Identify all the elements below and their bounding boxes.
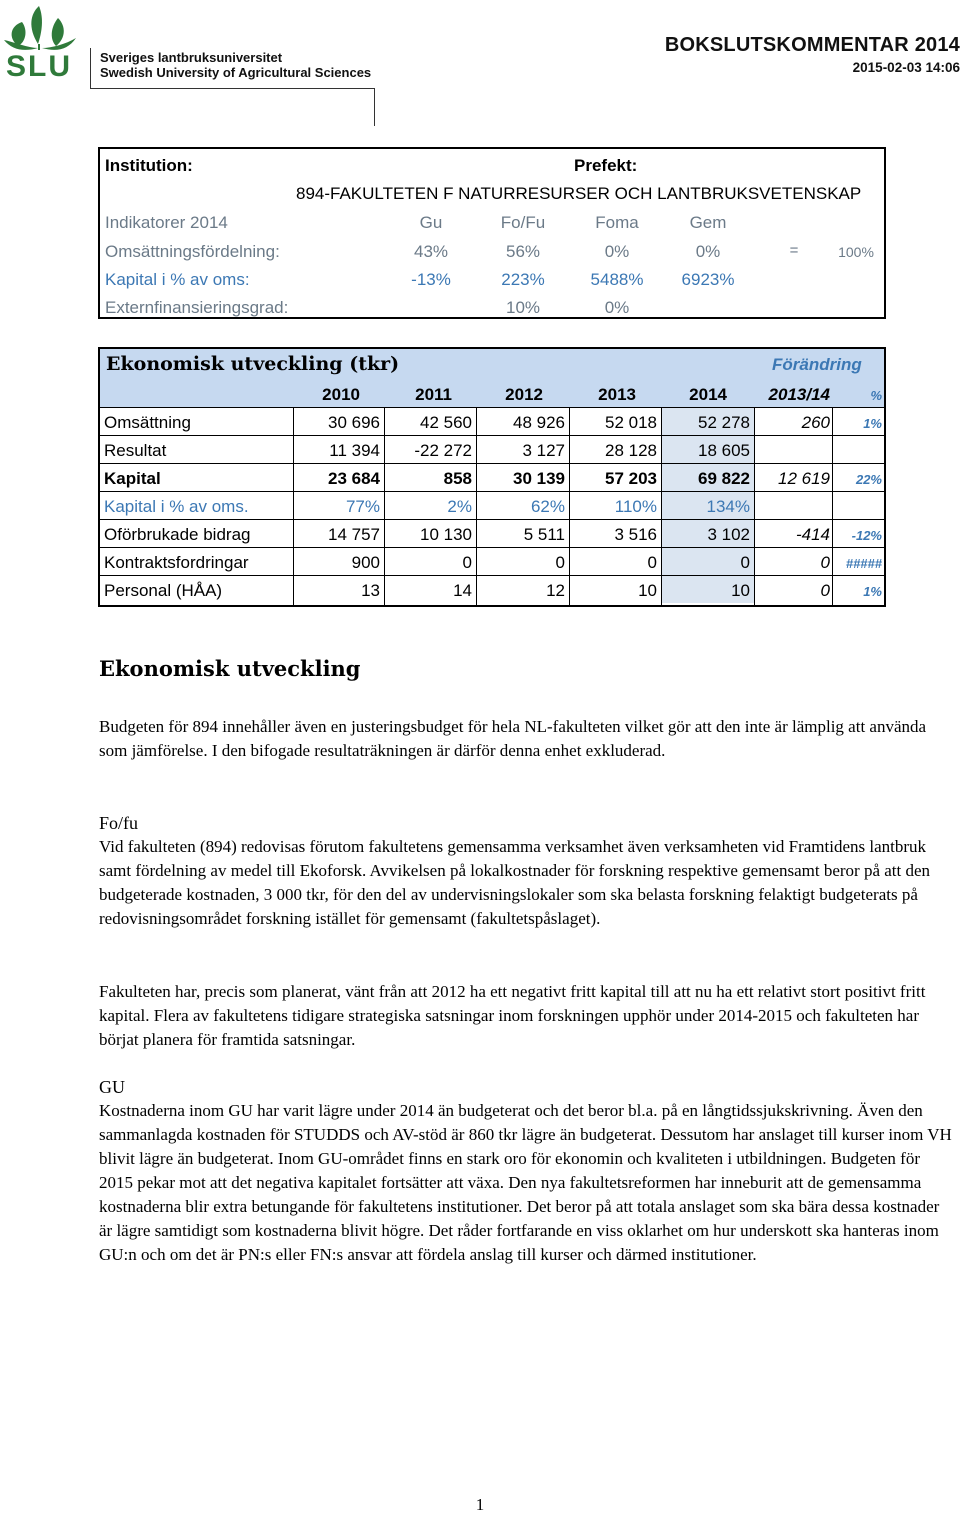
omsattning-gu: 43% (413, 242, 449, 261)
header-divider-2 (374, 88, 375, 126)
cell: 30 696 (328, 413, 380, 432)
section-title: Ekonomisk utveckling (99, 656, 361, 681)
cell: 14 (453, 581, 472, 600)
cell: 48 926 (513, 413, 565, 432)
cell: 10 (638, 581, 657, 600)
cell: 110% (614, 497, 657, 516)
indicators-label: Indikatorer 2014 (105, 213, 228, 232)
cell: 0 (462, 553, 472, 572)
paragraph-kapital: Fakulteten har, precis som planerat, vänt från att 2012 ha ett negativt fritt kapital till att nu ha ett relativt stort positivt fritt kapital. Flera av fakultetens tidigare strategiska satsningar inom forskningen upphör under 2014-2015 och fakulteten har börjat planera för framtida satsningar. (99, 982, 926, 1049)
equals-sign: = (789, 242, 799, 259)
year-2011: 2011 (415, 385, 452, 404)
cell: 57 203 (605, 469, 657, 488)
gu-section (99, 1075, 954, 1267)
row-label-resultat: Resultat (104, 441, 167, 460)
change-year: 2013/14 (768, 385, 830, 404)
cell: 10 130 (420, 525, 472, 544)
cell-diff: 0 (820, 553, 830, 572)
cell-pct: 22% (855, 472, 882, 487)
economic-table (98, 347, 886, 607)
cell-pct: ##### (845, 556, 882, 571)
fofu-section (99, 811, 954, 931)
paragraph-budget: Budgeten för 894 innehåller även en justeringsbudget för hela NL-fakulteten vilket gör att den inte är lämplig att använda som jämförelse. I den bifogade resultaträkningen är därför denna enhet exkluderad. (99, 717, 927, 760)
cell: 858 (443, 469, 472, 488)
kapital-fofu: 223% (501, 270, 545, 289)
cell-diff: 0 (820, 581, 830, 600)
cell: -22 272 (414, 441, 472, 460)
row-line-0 (100, 407, 884, 408)
cell: 3 516 (614, 525, 657, 544)
extern-fofu: 10% (505, 298, 541, 317)
year-2013: 2013 (598, 385, 636, 404)
row-label-personal: Personal (HÅA) (104, 581, 223, 600)
col-gu: Gu (419, 213, 443, 232)
cell: 30 139 (513, 469, 565, 488)
cell: 13 (361, 581, 380, 600)
col-foma: Foma (595, 213, 639, 232)
cell: 52 018 (605, 413, 657, 432)
cell: 0 (555, 553, 565, 572)
cell: 900 (351, 553, 380, 572)
row-line-6 (100, 575, 884, 576)
document-date: 2015-02-03 14:06 (852, 60, 960, 75)
fofu-title: Fo/fu (99, 813, 139, 833)
kapital-gu: -13% (411, 270, 451, 289)
cell: 28 128 (605, 441, 657, 460)
cell: 10 (731, 581, 750, 600)
row-label-kontrakt: Kontraktsfordringar (104, 553, 249, 572)
cell: 52 278 (698, 413, 750, 432)
cell-diff: -414 (795, 525, 830, 544)
cell-diff: 260 (801, 413, 830, 432)
cell-pct: 1% (863, 584, 882, 599)
logo-text: SLU (6, 50, 72, 83)
row-label-kapital: Kapital (104, 469, 161, 488)
kapital-foma: 5488% (590, 270, 644, 289)
row-line-4 (100, 519, 884, 520)
year-2010: 2010 (322, 385, 360, 404)
kapital-gem: 6923% (681, 270, 735, 289)
col-gem: Gem (689, 213, 727, 232)
cell: 69 822 (698, 469, 750, 488)
cell: 62% (530, 497, 565, 516)
document-title: BOKSLUTSKOMMENTAR 2014 (664, 34, 960, 56)
institution-label: Institution: (105, 156, 193, 175)
kapital-label: Kapital i % av oms: (105, 270, 250, 289)
omsattning-label: Omsättningsfördelning: (105, 242, 280, 261)
row-line-2 (100, 463, 884, 464)
gu-title: GU (99, 1077, 125, 1097)
change-label: Förändring (772, 355, 862, 374)
paragraph-fofu: Vid fakulteten (894) redovisas förutom fakultetens gemensamma verksamhet även verksamheten vid Framtidens lantbruk samt fördelning av medel till Ekoforsk. Avvikelsen på lokalkostnader för forskning respektive gemensamt beror på att den budgeterade kostnaden, 3 000 tkr, för den del av undervisningslokaler som ska belasta forskning felaktigt budgeterats på redovisningsområdet forskning istället för gemensamt (fakultetspåslaget). (99, 837, 931, 928)
row-label-kapital-pct: Kapital i % av oms. (104, 497, 249, 516)
cell: 5 511 (523, 525, 565, 544)
paragraph-gu: Kostnaderna inom GU har varit lägre under 2014 än budgeterat och det beror bl.a. på en långtidssjukskrivning. Även den sammanlagda kostnaden för STUDDS och AV-stöd är 860 tkr lägre än budgeterat. Dessutom har anslaget till kurser inom VH blivit lägre än budgeterat. Inom GU-området finns en stark oro för ekonomin och kvaliteten i utbildningen. Budgeten för 2015 pekar mot att det negativa kapitalet fortsätter att växa. Den nya fakultetsreformen har inneburit att de gemensamma kostnaderna blir extra betungande för fakultetens institutioner. Det beror på att totala anslaget som ska bära dessa kostnader är lägre samtidigt som kostnaderna blivit högre. Det råder fortfarande en viss oklarhet om hur underskott ska hanteras inom GU:n och om det är PN:s eller FN:s ansvar att fördela anslag till kurser och därmed institutioner. (99, 1101, 952, 1264)
university-name-en: Swedish University of Agricultural Sciences (100, 65, 372, 80)
row-label-omsattning: Omsättning (104, 413, 191, 432)
cell: 42 560 (420, 413, 472, 432)
cell: 14 757 (328, 525, 380, 544)
extern-label: Externfinansieringsgrad: (105, 298, 289, 317)
cell: 0 (740, 553, 750, 572)
omsattning-gem: 0% (695, 242, 721, 261)
cell: 23 684 (328, 469, 380, 488)
cell: 134% (706, 497, 750, 516)
cell-diff: 12 619 (778, 469, 830, 488)
cell: 3 102 (707, 525, 750, 544)
indicator-box (98, 147, 886, 319)
header-divider (90, 48, 91, 88)
header-rule (90, 88, 375, 89)
cell: 11 394 (329, 441, 380, 460)
table-title: Ekonomisk utveckling (tkr) (106, 353, 400, 375)
cell-pct: -12% (851, 528, 882, 543)
cell: 77% (345, 497, 380, 516)
cell: 0 (647, 553, 657, 572)
col-fofu: Fo/Fu (500, 213, 546, 232)
row-line-1 (100, 435, 884, 436)
university-name (100, 50, 371, 80)
cell: 3 127 (522, 441, 565, 460)
change-pct-header: % (870, 388, 882, 403)
cell: 2% (447, 497, 472, 516)
page-number: 1 (475, 1495, 485, 1514)
cell-pct: 1% (863, 416, 882, 431)
row-line-5 (100, 547, 884, 548)
omsattning-foma: 0% (604, 242, 630, 261)
year-2014: 2014 (689, 385, 727, 404)
year-2012: 2012 (505, 385, 543, 404)
slu-logo (0, 0, 90, 88)
omsattning-total: 100% (838, 244, 874, 260)
prefect-label: Prefekt: (574, 156, 638, 175)
unit-name: 894-FAKULTETEN F NATURRESURSER OCH LANTBRUKSVETENSKAP (296, 184, 862, 203)
omsattning-fofu: 56% (505, 242, 541, 261)
row-line-3 (100, 491, 884, 492)
cell: 18 605 (698, 441, 750, 460)
row-label-oforbrukade: Oförbrukade bidrag (104, 525, 251, 544)
university-name-sv: Sveriges lantbruksuniversitet (100, 50, 283, 65)
cell: 12 (546, 581, 565, 600)
extern-foma: 0% (604, 298, 630, 317)
